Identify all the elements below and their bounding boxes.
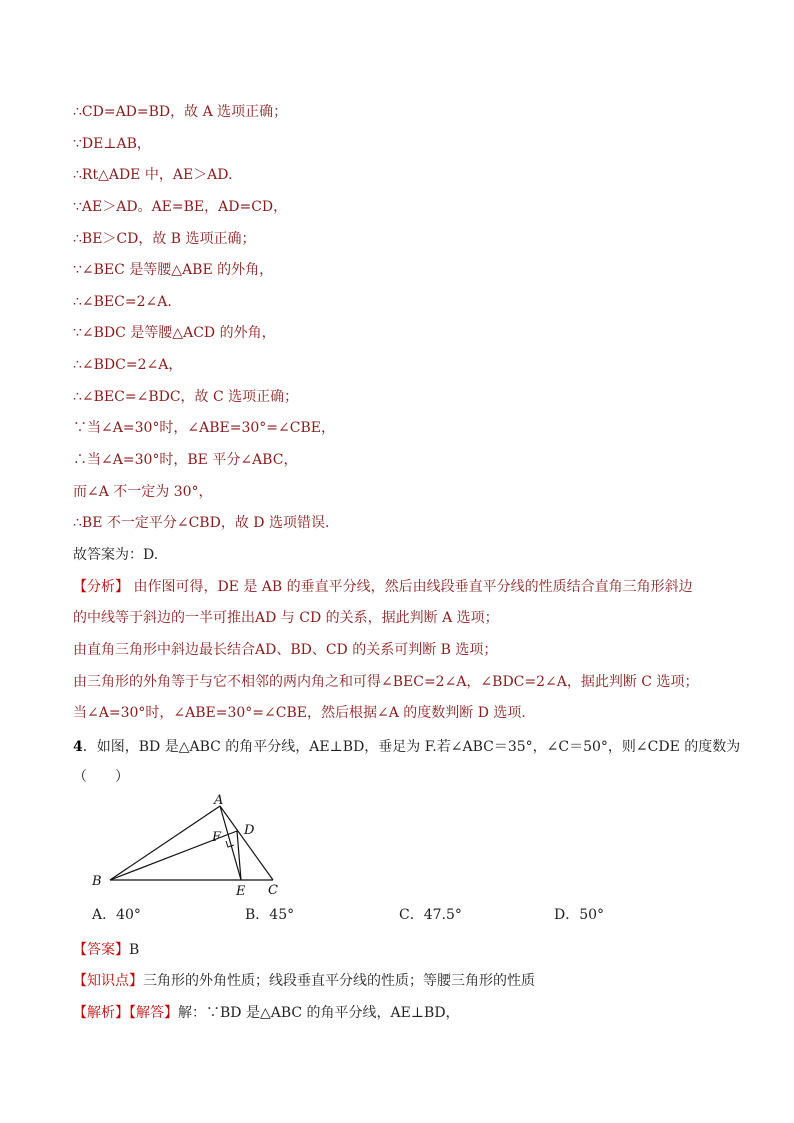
proof-line-11: ∵当∠A=30°时，∠ABE=30°=∠CBE， (73, 420, 335, 436)
question-text: ．如图，BD 是△ABC 的角平分线，AE⊥BD，垂足为 F.若∠ABC＝35°，∠C＝50°，则∠CDE 的度数为 (82, 739, 741, 755)
label-d: D (244, 823, 255, 838)
choices (88, 904, 708, 926)
proof-line-1: ∴CD=AD=BD，故 A 选项正确； (73, 104, 288, 120)
analysis-text-1: 由作图可得，DE 是 AB 的垂直平分线，然后由线段垂直平分线的性质结合直角三角形斜边 (129, 579, 693, 595)
answer-line: 故答案为：D. (73, 547, 159, 563)
answer-tag: 【答案】 (73, 942, 129, 958)
choice-a[interactable]: A．40° (92, 907, 141, 923)
solution-tag-2: 【解答】 (129, 1005, 178, 1021)
analysis-tag: 【分析】 (73, 579, 129, 595)
proof-line-9: ∴∠BDC=2∠A， (73, 357, 183, 373)
proof-line-12: ∴当∠A=30°时，BE 平分∠ABC， (73, 452, 298, 468)
choice-b[interactable]: B．45° (245, 907, 295, 923)
solution-tag-1: 【解析】 (73, 1005, 129, 1021)
proof-line-7: ∴∠BEC=2∠A. (73, 294, 172, 310)
analysis-line-3: 由直角三角形中斜边最长结合AD、BD、CD 的关系可判断 B 选项； (73, 642, 498, 658)
proof-line-5: ∴BE＞CD，故 B 选项正确； (73, 231, 256, 247)
label-e: E (236, 884, 246, 899)
proof-line-13: 而∠A 不一定为 30°， (73, 484, 213, 500)
analysis-line-2: 的中线等于斜边的一半可推出AD 与 CD 的关系，据此判断 A 选项； (73, 610, 499, 626)
choice-c[interactable]: C．47.5° (399, 907, 462, 923)
question-line (73, 737, 741, 757)
proof-line-14: ∴BE 不一定平分∠CBD，故 D 选项错误. (73, 515, 330, 531)
question-paren: （ ） (73, 769, 129, 785)
question-number: 4 (73, 739, 83, 755)
segment-ac (220, 806, 273, 880)
solution-row (73, 1003, 733, 1023)
triangle-figure (88, 794, 298, 900)
knowledge-value: 三角形的外角性质；线段垂直平分线的性质；等腰三角形的性质 (143, 973, 535, 989)
label-a: A (214, 794, 224, 808)
label-c: C (268, 883, 278, 898)
answer-row (73, 940, 733, 960)
analysis-line-4: 由三角形的外角等于与它不相邻的两内角之和可得∠BEC=2∠A，∠BDC=2∠A，据此判断 C 选项； (73, 674, 699, 690)
answer-value: B (129, 942, 140, 958)
proof-line-2: ∵DE⊥AB， (73, 136, 151, 152)
knowledge-row (73, 971, 733, 991)
segment-ab (110, 806, 220, 880)
analysis-line-1 (73, 577, 733, 597)
knowledge-tag: 【知识点】 (73, 973, 143, 989)
proof-line-10: ∴∠BEC=∠BDC，故 C 选项正确； (73, 389, 299, 405)
proof-line-4: ∵AE＞AD。AE=BE，AD=CD， (73, 199, 288, 215)
label-f: F (212, 830, 222, 845)
proof-line-6: ∵∠BEC 是等腰△ABE 的外角， (73, 262, 274, 278)
proof-line-3: ∴Rt△ADE 中，AE＞AD. (73, 167, 233, 183)
label-b: B (92, 874, 102, 889)
proof-line-8: ∵∠BDC 是等腰△ACD 的外角， (73, 325, 276, 341)
analysis-line-5: 当∠A=30°时，∠ABE=30°=∠CBE，然后根据∠A 的度数判断 D 选项. (73, 705, 526, 721)
choice-d[interactable]: D．50° (554, 907, 605, 923)
solution-value: 解：∵BD 是△ABC 的角平分线，AE⊥BD， (178, 1005, 460, 1021)
